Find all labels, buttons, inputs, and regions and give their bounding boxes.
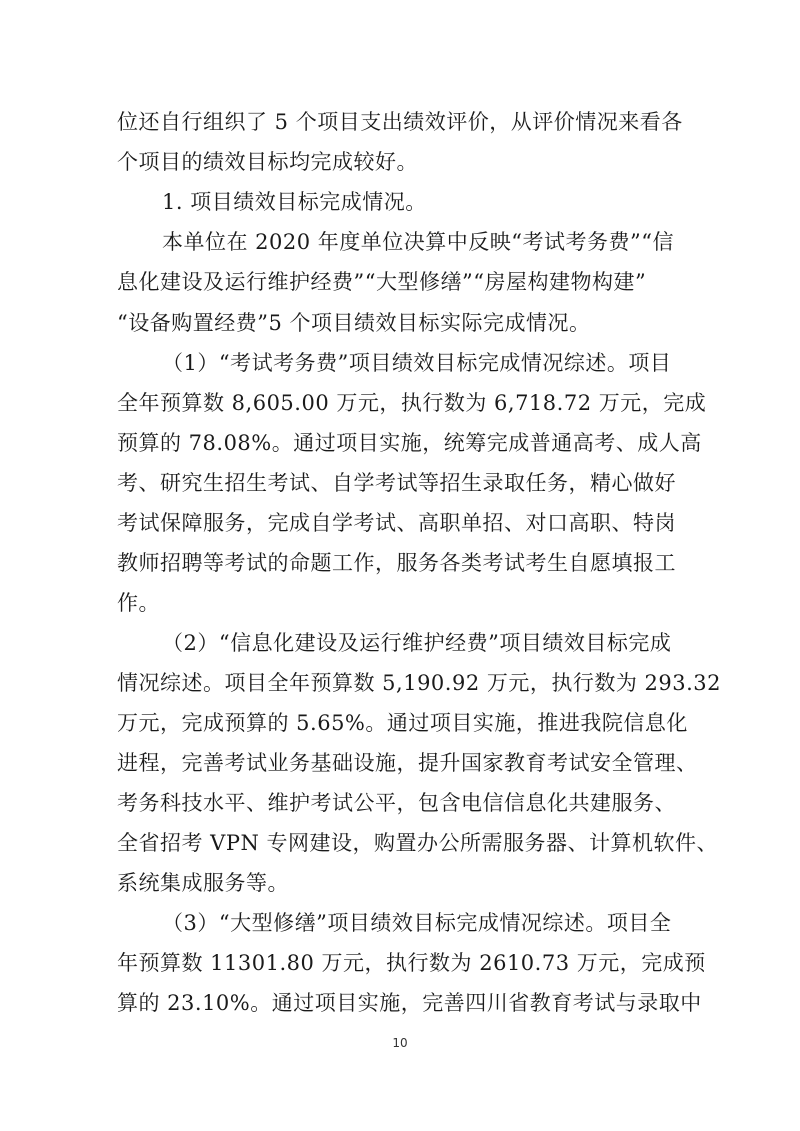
text-line: 考试保障服务，完成自学考试、高职单招、对口高职、特岗 [117,511,676,535]
text-line: 系统集成服务等。 [117,871,289,895]
text-line: “设备购置经费”5 个项目绩效目标实际完成情况。 [117,311,591,335]
text-line: 算的 23.10%。通过项目实施，完善四川省教育考试与录取中 [117,991,702,1015]
text-line: 本单位在 2020 年度单位决算中反映“考试考务费”“信 [162,230,674,254]
text-line: 作。 [117,591,160,615]
page-number: 10 [392,1036,408,1050]
text-line: 全年预算数 8,605.00 万元，执行数为 6,718.72 万元，完成 [117,391,707,415]
section-heading: 1. 项目绩效目标完成情况。 [162,190,427,214]
text-line: 年预算数 11301.80 万元，执行数为 2610.73 万元，完成预 [117,951,706,975]
text-line: 个项目的绩效目标均完成较好。 [117,150,418,174]
text-line: 全省招考 VPN 专网建设，购置办公所需服务器、计算机软件、 [117,831,719,855]
text-line: （2）“信息化建设及运行维护经费”项目绩效目标完成 [162,631,672,655]
text-line: 预算的 78.08%。通过项目实施，统筹完成普通高考、成人高 [117,431,702,455]
text-line: 教师招聘等考试的命题工作，服务各类考试考生自愿填报工 [117,551,676,575]
text-line: （1）“考试考务费”项目绩效目标完成情况综述。项目 [162,351,672,375]
text-line: 位还自行组织了 5 个项目支出绩效评价，从评价情况来看各 [117,110,683,134]
text-line: 考、研究生招生考试、自学考试等招生录取任务，精心做好 [117,471,676,495]
text-line: 息化建设及运行维护经费”“大型修缮”“房屋构建物构建” [117,270,647,294]
text-line: 情况综述。项目全年预算数 5,190.92 万元，执行数为 293.32 [117,671,722,695]
text-line: 万元，完成预算的 5.65%。通过项目实施，推进我院信息化 [117,711,688,735]
text-line: 进程，完善考试业务基础设施，提升国家教育考试安全管理、 [117,751,698,775]
text-line: 考务科技水平、维护考试公平，包含电信信息化共建服务、 [117,791,676,815]
text-line: （3）“大型修缮”项目绩效目标完成情况综述。项目全 [162,911,672,935]
